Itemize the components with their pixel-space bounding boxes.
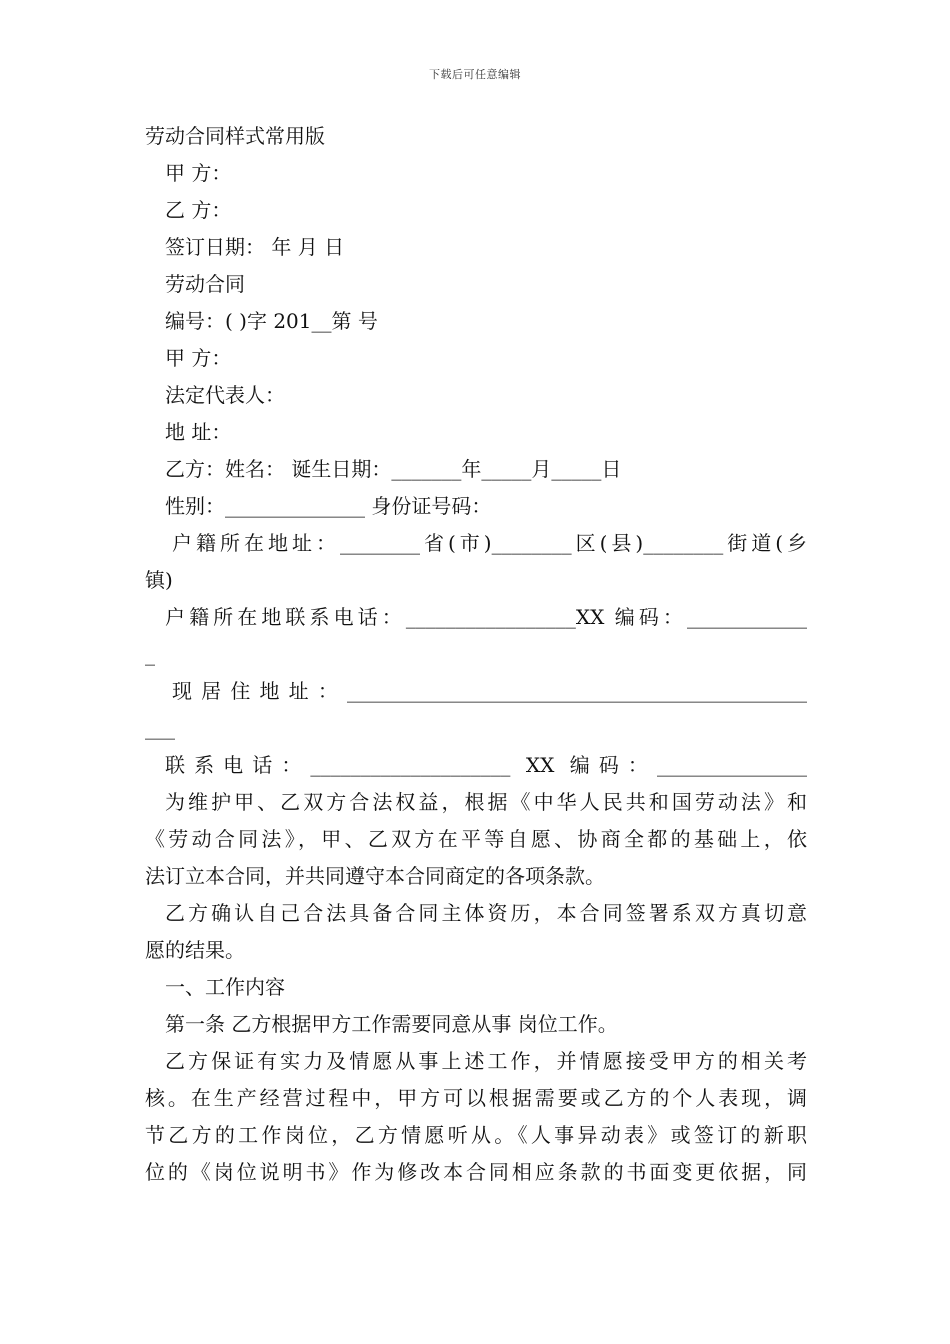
document-body [145, 118, 807, 1191]
document-title: 劳动合同样式常用版 [145, 124, 325, 148]
page-header: 下载后可任意编辑 [429, 68, 521, 81]
party-a-line: 甲 方： [165, 161, 232, 185]
qualification-line-1: 乙方确认自己合法具备合同主体资历，本合同签署系双方真切意 [165, 901, 807, 925]
current-address-continued: ___ [145, 716, 175, 740]
contract-number-line: 编号：( )字 201__第 号 [165, 309, 378, 333]
current-address-line: 现居住地址：______________________________________________ [172, 679, 807, 703]
preamble-line-3: 法订立本合同，并共同遵守本合同商定的各项条款。 [145, 864, 605, 888]
party-a-detail-line: 甲 方： [165, 346, 232, 370]
preamble-line-1: 为维护甲、乙双方合法权益，根据《中华人民共和国劳动法》和 [165, 790, 807, 814]
household-address-continued: 镇) [145, 568, 173, 592]
party-b-name-birth-line: 乙方：姓名： 诞生日期：_______年_____月_____日 [165, 457, 622, 481]
section-heading-work-content: 一、工作内容 [165, 975, 285, 999]
party-b-line: 乙 方： [165, 198, 232, 222]
article-1-line: 第一条 乙方根据甲方工作需要同意从事 岗位工作。 [165, 1012, 618, 1036]
household-phone-line: 户籍所在地联系电话：_________________XX 编码：____________ [165, 605, 807, 629]
signing-date-line: 签订日期： 年 月 日 [165, 235, 345, 259]
legal-representative-line: 法定代表人： [165, 383, 285, 407]
household-phone-continued: _ [145, 642, 155, 666]
article-1-para-line-3: 节乙方的工作岗位，乙方情愿听从。《人事异动表》或签订的新职 [145, 1123, 807, 1147]
preamble-line-2: 《劳动合同法》，甲、乙双方在平等自愿、协商全都的基础上，依 [145, 827, 807, 851]
gender-id-line: 性别：______________ 身份证号码： [165, 494, 492, 518]
article-1-para-line-2: 核。在生产经营过程中，甲方可以根据需要或乙方的个人表现，调 [145, 1086, 807, 1110]
household-address-line: 户籍所在地址：________省(市)________区(县)________街道(乡 [172, 531, 807, 555]
article-1-para-line-1: 乙方保证有实力及情愿从事上述工作，并情愿接受甲方的相关考 [165, 1049, 807, 1073]
qualification-line-2: 愿的结果。 [145, 938, 245, 962]
article-1-para-line-4: 位的《岗位说明书》作为修改本合同相应条款的书面变更依据，同 [145, 1160, 807, 1184]
address-line: 地 址： [165, 420, 232, 444]
contract-heading: 劳动合同 [165, 272, 245, 296]
contact-phone-line: 联系电话：____________________ XX 编码：_______________ [165, 753, 807, 777]
